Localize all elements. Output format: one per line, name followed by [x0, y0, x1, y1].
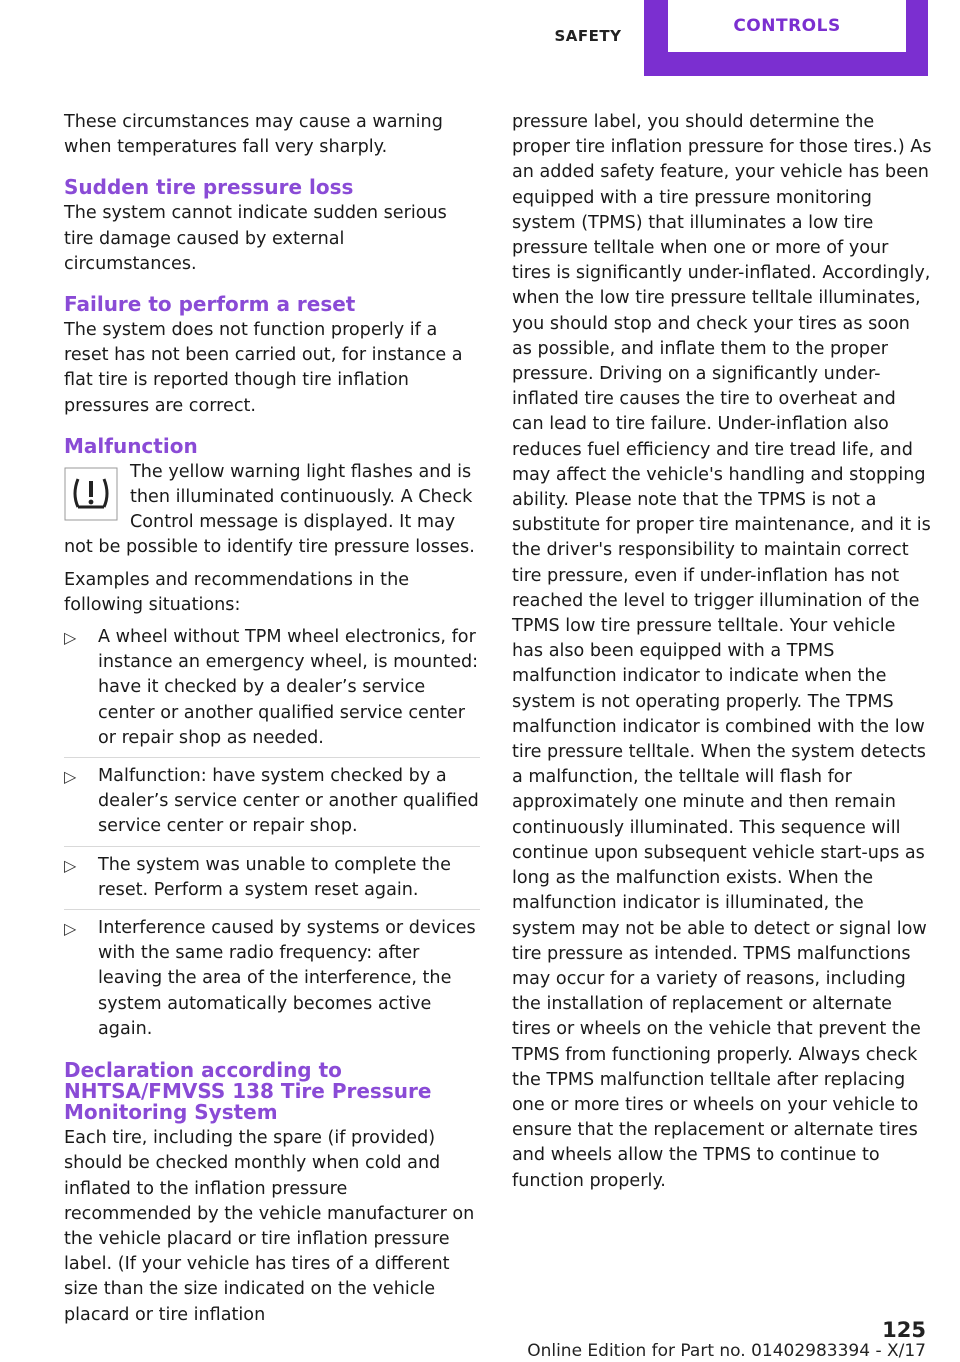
triangle-bullet-icon: ▷	[64, 628, 77, 648]
triangle-bullet-icon: ▷	[64, 855, 77, 875]
heading-malfunction: Malfunction	[64, 433, 198, 458]
list-item	[64, 853, 480, 910]
examples-paragraph: Examples and recommendations in the following situations:	[64, 569, 410, 615]
malfunction-line-4: not be possible to identify tire pressure losses.	[64, 537, 475, 558]
left-column	[64, 110, 480, 1335]
malfunction-line-1: The yellow warning light flashes and is	[130, 461, 472, 482]
triangle-bullet-icon: ▷	[64, 919, 77, 939]
list-item-text: A wheel without TPM wheel electronics, for instance an emergency wheel, is mounted: have it checked by a dealer’s service center or another qualified service center or repair shop as needed.	[98, 627, 479, 748]
page-number: 125	[882, 1318, 926, 1342]
heading-declaration: Declaration according to NHTSA/FMVSS 138 Tire Pressure Monitoring System	[64, 1058, 432, 1125]
page-footer	[0, 1310, 960, 1362]
malfunction-block	[64, 460, 480, 561]
examples-list	[64, 625, 480, 1048]
declaration-continued-paragraph: pressure label, you should determine the proper tire inflation pressure for those tires.) As an added safety feature, your vehicle has been equipped with a tire pressure monitoring system (TPMS) that illuminates a low tire pressure telltale when one or more of your tires is significantly under-inflated. Accordingly, when the low tire pressure telltale illuminates, you should stop and check your tires as soon as possible, and inflate them to the proper pressure. Driving on a significantly under-inflated tire causes the tire to overheat and can lead to tire failure. Under-inflation also reduces fuel efficiency and tire tread life, and may affect the vehicle's handling and stopping ability. Please note that the TPMS is not a substitute for proper tire maintenance, and it is the driver's responsibility to maintain correct tire pressure, even if under-inflation has not reached the level to trigger illumination of the TPMS low tire pressure telltale. Your vehicle has also been equipped with a TPMS malfunction indicator to indicate when the system is not operating properly. The TPMS malfunction indicator is combined with the low tire pressure telltale. When the system detects a malfunction, the telltale will flash for approximately one minute and then remain continuously illuminated. This sequence will continue upon subsequent vehicle start-ups as long as the malfunction exists. When the malfunction indicator is illuminated, the system may not be able to detect or signal low tire pressure as intended. TPMS malfunctions may occur for a variety of reasons, including the installation of replacement or alternate tires or wheels on the vehicle that prevent the TPMS from functioning properly. Always check the TPMS malfunction telltale after replacing one or more tires or wheels on your vehicle to ensure that the replacement or alternate tires and wheels allow the TPMS to continue to function properly.	[512, 112, 932, 1191]
malfunction-line-3: Control message is displayed. It may	[130, 512, 456, 533]
triangle-bullet-icon: ▷	[64, 767, 77, 787]
tire-pressure-warning-icon	[64, 467, 118, 521]
list-item-text: The system was unable to complete the reset. Perform a system reset again.	[98, 854, 451, 900]
list-item-text: Malfunction: have system checked by a dealer’s service center or another qualified service center or repair shop.	[98, 766, 479, 837]
heading-sudden-loss: Sudden tire pressure loss	[64, 175, 354, 200]
tab-controls[interactable]	[644, 0, 928, 76]
list-item	[64, 916, 480, 1048]
right-column	[512, 110, 932, 1201]
declaration-paragraph: Each tire, including the spare (if provided) should be checked monthly when cold and inflated to the inflation pressure recommended by the vehicle manufacturer on the vehicle placard or tire inflation pressure label. (If your vehicle has tires of a different size than the size indicated on the vehicle placard or tire inflation	[64, 1128, 475, 1325]
failure-reset-paragraph: The system does not function properly if a reset has not been carried out, for instance a flat tire is reported though tire inflation pressures are correct.	[64, 320, 463, 416]
malfunction-line-2: then illuminated continuously. A Check	[130, 487, 473, 508]
sudden-loss-paragraph: The system cannot indicate sudden serious tire damage caused by external circumstances.	[64, 203, 447, 274]
intro-paragraph: These circumstances may cause a warning when temperatures fall very sharply.	[64, 112, 443, 158]
list-item	[64, 764, 480, 847]
list-item	[64, 625, 480, 758]
malfunction-paragraph	[64, 460, 480, 561]
tab-controls-label: CONTROLS	[668, 0, 906, 52]
tab-safety[interactable]: SAFETY	[554, 27, 622, 45]
list-item-text: Interference caused by systems or devices with the same radio frequency: after leaving the area of the interference, the system automatically becomes active again.	[98, 918, 476, 1039]
edition-note: Online Edition for Part no. 01402983394 - X/17	[527, 1341, 926, 1361]
heading-failure-reset: Failure to perform a reset	[64, 292, 356, 317]
header-tabs	[0, 0, 960, 76]
